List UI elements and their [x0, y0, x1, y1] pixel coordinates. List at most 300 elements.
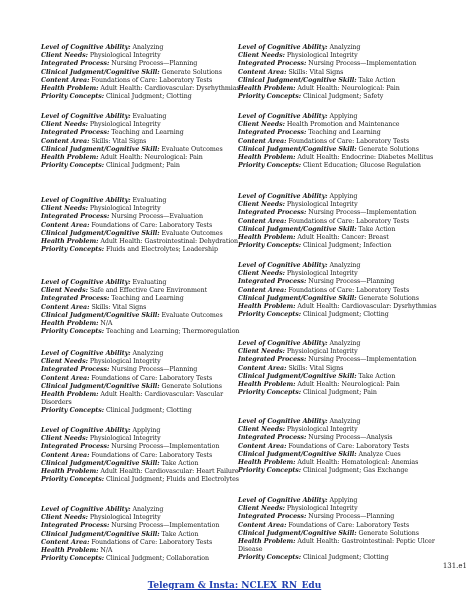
metadata-line — [238, 201, 448, 209]
field-value: Physiological Integrity — [89, 514, 161, 522]
metadata-line — [238, 451, 448, 459]
field-value: Foundations of Care: Laboratory Tests — [91, 76, 213, 84]
field-value: Adult Health: Endocrine: Diabetes Mellitus — [297, 154, 434, 162]
field-label: Client Needs: — [41, 287, 88, 295]
field-value: Foundations of Care: Laboratory Tests — [91, 538, 213, 546]
metadata-line — [238, 218, 448, 226]
metadata-line — [238, 373, 448, 381]
metadata-block — [41, 44, 240, 101]
metadata-block — [238, 193, 448, 250]
field-value: Safe and Effective Care Environment — [89, 287, 208, 295]
metadata-line — [41, 230, 236, 238]
field-value: Clinical Judgment; Clotting — [302, 311, 389, 319]
field-value: Physiological Integrity — [286, 426, 358, 434]
field-value: Analyzing — [132, 506, 164, 513]
field-label: Content Area: — [41, 451, 90, 459]
field-label: Content Area: — [238, 217, 287, 225]
field-value: Adult Health: Cancer: Breast — [297, 234, 389, 242]
field-label: Content Area: — [41, 538, 90, 546]
field-value: Physiological Integrity — [286, 348, 358, 356]
field-label: Content Area: — [41, 137, 90, 145]
field-value: Analyzing — [132, 44, 164, 51]
field-label: Level of Cognitive Ability: — [238, 113, 328, 120]
metadata-line — [238, 129, 448, 137]
field-label: Content Area: — [41, 76, 90, 84]
field-label: Integrated Process: — [41, 129, 110, 137]
field-label: Integrated Process: — [238, 278, 307, 286]
field-label: Clinical Judgment/Cognitive Skill: — [41, 68, 160, 76]
metadata-block — [238, 262, 448, 319]
field-value: Physiological Integrity — [286, 270, 358, 278]
field-label: Clinical Judgment/Cognitive Skill: — [238, 529, 357, 537]
metadata-line — [41, 383, 236, 391]
field-value: Clinical Judgment; Pain — [302, 389, 377, 397]
field-label: Health Problem: — [41, 547, 99, 555]
metadata-line — [238, 77, 448, 85]
field-label: Priority Concepts: — [41, 328, 105, 336]
field-label: Client Needs: — [238, 426, 285, 434]
field-label: Integrated Process: — [41, 522, 110, 530]
metadata-line — [238, 278, 448, 286]
metadata-line — [238, 287, 448, 295]
metadata-line — [238, 467, 448, 475]
field-value: Adult Health: Neurological: Pain — [297, 381, 400, 389]
field-label: Clinical Judgment/Cognitive Skill: — [238, 225, 357, 233]
metadata-line — [41, 407, 236, 415]
field-value: Clinical Judgment; Infection — [302, 242, 392, 250]
field-value: Foundations of Care: Laboratory Tests — [288, 521, 410, 529]
metadata-line — [238, 418, 448, 426]
field-label: Client Needs: — [238, 505, 285, 513]
metadata-line — [238, 154, 448, 162]
field-value: N/A — [100, 547, 113, 555]
field-value: Generate Solutions — [358, 145, 419, 153]
field-value: Foundations of Care: Laboratory Tests — [288, 137, 410, 145]
field-value: Evaluating — [132, 197, 167, 204]
field-value: Physiological Integrity — [89, 358, 161, 366]
field-value: N/A — [100, 320, 113, 328]
field-label: Priority Concepts: — [238, 467, 302, 475]
field-label: Client Needs: — [41, 121, 88, 129]
metadata-line — [238, 69, 448, 77]
field-value: Adult Health: Cardiovascular: Dysrhythmias — [100, 85, 240, 93]
field-label: Integrated Process: — [238, 129, 307, 137]
metadata-line — [41, 435, 236, 443]
field-value: Physiological Integrity — [286, 505, 358, 513]
field-value: Analyzing — [329, 44, 361, 51]
field-label: Integrated Process: — [41, 295, 110, 303]
metadata-line — [238, 162, 448, 170]
field-value: Adult Health: Hematological: Anemias — [297, 459, 419, 467]
field-label: Clinical Judgment/Cognitive Skill: — [238, 76, 357, 84]
field-value: Take Action — [358, 372, 396, 380]
field-label: Content Area: — [41, 303, 90, 311]
field-value: Applying — [329, 193, 358, 200]
field-value: Foundations of Care: Laboratory Tests — [288, 217, 410, 225]
field-label: Integrated Process: — [238, 513, 307, 521]
field-value: Clinical Judgment; Clotting — [105, 93, 192, 101]
metadata-line — [41, 77, 236, 85]
field-value: Analyzing — [329, 340, 361, 347]
field-value: Take Action — [161, 530, 199, 538]
field-label: Client Needs: — [238, 52, 285, 60]
metadata-line — [41, 375, 236, 383]
field-value: Take Action — [161, 459, 199, 467]
field-label: Level of Cognitive Ability: — [238, 497, 328, 504]
field-label: Clinical Judgment/Cognitive Skill: — [238, 145, 357, 153]
metadata-block — [238, 497, 448, 563]
field-value: Analyzing — [329, 418, 361, 425]
metadata-block — [41, 427, 239, 484]
metadata-line — [41, 468, 239, 476]
field-value: Clinical Judgment; Clotting — [302, 554, 389, 562]
metadata-line — [41, 113, 236, 121]
field-label: Clinical Judgment/Cognitive Skill: — [41, 459, 160, 467]
field-value: Generate Solutions — [358, 294, 419, 302]
field-value: Adult Health: Neurological: Pain — [100, 154, 203, 162]
field-value: Clinical Judgment; Collaboration — [105, 555, 210, 563]
field-value: Analyze Cues — [358, 450, 401, 458]
metadata-line — [41, 547, 236, 555]
field-label: Integrated Process: — [238, 356, 307, 364]
metadata-line — [238, 93, 448, 101]
metadata-line — [41, 312, 236, 320]
field-value: Clinical Judgment; Pain — [105, 162, 180, 170]
field-label: Integrated Process: — [238, 434, 307, 442]
field-label: Content Area: — [238, 521, 287, 529]
metadata-line — [41, 162, 236, 170]
metadata-line — [238, 138, 448, 146]
field-label: Client Needs: — [41, 435, 88, 443]
field-value: Evaluate Outcomes — [161, 229, 223, 237]
metadata-line — [41, 279, 236, 287]
field-label: Priority Concepts: — [41, 246, 105, 254]
metadata-line — [41, 358, 236, 366]
field-label: Health Problem: — [238, 234, 296, 242]
field-label: Content Area: — [41, 221, 90, 229]
field-value: Adult Health: Cardiovascular: Vascular Disorders — [41, 391, 224, 407]
field-value: Analyzing — [132, 350, 164, 357]
field-label: Integrated Process: — [41, 213, 110, 221]
field-value: Foundations of Care: Laboratory Tests — [288, 286, 410, 294]
field-label: Priority Concepts: — [238, 389, 302, 397]
metadata-line — [41, 452, 236, 460]
field-label: Integrated Process: — [41, 60, 110, 68]
metadata-line — [238, 146, 448, 154]
field-label: Level of Cognitive Ability: — [41, 350, 131, 357]
metadata-line — [238, 538, 448, 554]
metadata-line — [238, 60, 448, 68]
field-label: Health Problem: — [41, 320, 99, 328]
field-label: Client Needs: — [41, 205, 88, 213]
field-label: Client Needs: — [41, 52, 88, 60]
field-value: Physiological Integrity — [286, 52, 358, 60]
field-value: Foundations of Care: Laboratory Tests — [91, 374, 213, 382]
field-label: Level of Cognitive Ability: — [238, 418, 328, 425]
metadata-line — [41, 69, 236, 77]
metadata-block — [41, 279, 240, 336]
field-label: Priority Concepts: — [238, 311, 302, 319]
field-label: Clinical Judgment/Cognitive Skill: — [41, 311, 160, 319]
metadata-line — [238, 44, 448, 52]
field-label: Content Area: — [238, 286, 287, 294]
field-value: Physiological Integrity — [89, 205, 161, 213]
field-value: Nursing Process—Implementation — [308, 356, 417, 364]
field-label: Level of Cognitive Ability: — [41, 44, 131, 51]
field-value: Evaluating — [132, 279, 167, 286]
field-value: Evaluating — [132, 113, 167, 120]
field-value: Foundations of Care: Laboratory Tests — [91, 221, 213, 229]
field-label: Level of Cognitive Ability: — [41, 197, 131, 204]
metadata-line — [41, 514, 236, 522]
metadata-line — [41, 555, 236, 563]
field-label: Client Needs: — [238, 348, 285, 356]
field-value: Physiological Integrity — [89, 52, 161, 60]
field-value: Adult Health: Neurological: Pain — [297, 85, 400, 93]
field-label: Health Problem: — [41, 468, 99, 476]
metadata-line — [238, 389, 448, 397]
field-value: Health Promotion and Maintenance — [286, 121, 400, 129]
metadata-line — [238, 209, 448, 217]
field-label: Priority Concepts: — [41, 162, 105, 170]
metadata-block — [238, 113, 448, 170]
metadata-block — [41, 197, 239, 254]
metadata-line — [238, 85, 448, 93]
field-value: Nursing Process—Implementation — [308, 209, 417, 217]
field-label: Priority Concepts: — [238, 162, 302, 170]
field-value: Skills: Vital Signs — [91, 137, 147, 145]
field-label: Content Area: — [238, 364, 287, 372]
metadata-line — [41, 539, 236, 547]
field-label: Client Needs: — [238, 201, 285, 209]
footer-link[interactable]: Telegram & Insta: NCLEX_RN_Edu — [147, 581, 322, 591]
metadata-block — [238, 44, 448, 101]
metadata-line — [41, 350, 236, 358]
field-label: Content Area: — [238, 137, 287, 145]
metadata-line — [238, 381, 448, 389]
field-label: Level of Cognitive Ability: — [41, 279, 131, 286]
metadata-line — [238, 234, 448, 242]
field-label: Integrated Process: — [238, 209, 307, 217]
field-label: Level of Cognitive Ability: — [238, 193, 328, 200]
field-value: Client Education; Glucose Regulation — [302, 162, 421, 170]
field-label: Health Problem: — [238, 303, 296, 311]
metadata-line — [41, 531, 236, 539]
field-value: Take Action — [358, 76, 396, 84]
field-label: Client Needs: — [41, 358, 88, 366]
field-value: Nursing Process—Planning — [308, 513, 395, 521]
field-value: Adult Health: Cardiovascular: Heart Failure — [100, 468, 239, 476]
field-label: Clinical Judgment/Cognitive Skill: — [238, 294, 357, 302]
field-value: Physiological Integrity — [89, 121, 161, 129]
field-value: Skills: Vital Signs — [91, 303, 147, 311]
field-label: Health Problem: — [238, 459, 296, 467]
field-value: Nursing Process—Analysis — [308, 434, 393, 442]
metadata-line — [238, 52, 448, 60]
metadata-line — [41, 366, 236, 374]
field-label: Health Problem: — [238, 154, 296, 162]
metadata-line — [41, 121, 236, 129]
metadata-line — [238, 459, 448, 467]
field-value: Applying — [329, 113, 358, 120]
metadata-line — [238, 295, 448, 303]
metadata-line — [238, 113, 448, 121]
field-value: Clinical Judgment; Fluids and Electrolytes — [105, 476, 239, 484]
metadata-line — [238, 434, 448, 442]
field-label: Level of Cognitive Ability: — [238, 44, 328, 51]
metadata-block — [238, 340, 448, 397]
field-value: Nursing Process—Planning — [111, 60, 198, 68]
metadata-line — [41, 328, 240, 336]
field-value: Adult Health: Gastrointestinal: Peptic Ulcer Disease — [238, 538, 435, 554]
field-value: Nursing Process—Implementation — [111, 522, 220, 530]
metadata-line — [41, 506, 236, 514]
field-label: Level of Cognitive Ability: — [41, 506, 131, 513]
field-value: Clinical Judgment; Safety — [302, 93, 384, 101]
field-label: Health Problem: — [238, 85, 296, 93]
metadata-line — [238, 365, 448, 373]
field-value: Nursing Process—Implementation — [308, 60, 417, 68]
metadata-line — [41, 93, 236, 101]
field-value: Nursing Process—Planning — [111, 366, 198, 374]
metadata-line — [41, 205, 236, 213]
metadata-line — [41, 304, 236, 312]
metadata-line — [41, 460, 236, 468]
metadata-line — [238, 356, 448, 364]
field-label: Client Needs: — [238, 121, 285, 129]
field-value: Foundations of Care: Laboratory Tests — [288, 442, 410, 450]
field-label: Level of Cognitive Ability: — [238, 262, 328, 269]
field-label: Clinical Judgment/Cognitive Skill: — [41, 145, 160, 153]
field-value: Skills: Vital Signs — [288, 364, 344, 372]
field-label: Priority Concepts: — [238, 554, 302, 562]
field-label: Content Area: — [238, 68, 287, 76]
field-value: Teaching and Learning — [111, 129, 184, 137]
field-label: Integrated Process: — [41, 366, 110, 374]
field-label: Integrated Process: — [41, 443, 110, 451]
field-value: Take Action — [358, 225, 396, 233]
field-value: Skills: Vital Signs — [288, 68, 344, 76]
metadata-line — [41, 238, 239, 246]
metadata-line — [41, 60, 236, 68]
field-label: Health Problem: — [238, 538, 296, 546]
field-label: Integrated Process: — [238, 60, 307, 68]
field-value: Teaching and Learning; Thermoregulation — [105, 328, 240, 336]
metadata-block — [41, 506, 236, 563]
metadata-line — [41, 213, 236, 221]
metadata-line — [238, 522, 448, 530]
field-value: Physiological Integrity — [286, 201, 358, 209]
field-label: Level of Cognitive Ability: — [41, 427, 131, 434]
field-label: Client Needs: — [238, 270, 285, 278]
field-label: Health Problem: — [41, 85, 99, 93]
field-value: Fluids and Electrolytes; Leadership — [105, 246, 218, 254]
metadata-line — [41, 443, 236, 451]
metadata-line — [238, 426, 448, 434]
metadata-line — [238, 443, 448, 451]
metadata-line — [238, 270, 448, 278]
page-number: 131.e1 — [442, 562, 467, 570]
metadata-line — [41, 154, 236, 162]
field-label: Priority Concepts: — [238, 93, 302, 101]
field-value: Evaluate Outcomes — [161, 145, 223, 153]
field-value: Foundations of Care: Laboratory Tests — [91, 451, 213, 459]
metadata-line — [41, 197, 236, 205]
field-label: Clinical Judgment/Cognitive Skill: — [41, 530, 160, 538]
metadata-line — [238, 497, 448, 505]
field-value: Evaluate Outcomes — [161, 311, 223, 319]
field-value: Clinical Judgment; Clotting — [105, 407, 192, 415]
metadata-line — [238, 193, 448, 201]
field-value: Teaching and Learning — [308, 129, 381, 137]
metadata-line — [238, 303, 448, 311]
field-value: Clinical Judgment; Gas Exchange — [302, 467, 409, 475]
field-value: Applying — [329, 497, 358, 504]
metadata-line — [238, 340, 448, 348]
metadata-line — [41, 427, 236, 435]
field-value: Nursing Process—Evaluation — [111, 213, 204, 221]
metadata-line — [41, 44, 236, 52]
metadata-line — [238, 505, 448, 513]
field-value: Adult Health: Gastrointestinal: Dehydration — [100, 238, 239, 246]
field-value: Applying — [132, 427, 161, 434]
metadata-block — [41, 113, 236, 170]
field-value: Nursing Process—Implementation — [111, 443, 220, 451]
field-label: Clinical Judgment/Cognitive Skill: — [41, 229, 160, 237]
field-value: Adult Health: Cardiovascular: Dysrhythmias — [297, 303, 437, 311]
field-label: Clinical Judgment/Cognitive Skill: — [41, 382, 160, 390]
field-value: Generate Solutions — [161, 68, 222, 76]
field-label: Priority Concepts: — [41, 407, 105, 415]
metadata-line — [41, 295, 236, 303]
metadata-line — [41, 246, 236, 254]
field-label: Priority Concepts: — [41, 93, 105, 101]
field-value: Generate Solutions — [358, 529, 419, 537]
field-label: Level of Cognitive Ability: — [238, 340, 328, 347]
metadata-line — [41, 85, 240, 93]
metadata-line — [41, 138, 236, 146]
metadata-line — [238, 121, 448, 129]
field-label: Content Area: — [238, 442, 287, 450]
metadata-line — [41, 222, 236, 230]
metadata-line — [41, 146, 236, 154]
metadata-block — [41, 350, 236, 416]
metadata-line — [41, 391, 236, 407]
field-value: Generate Solutions — [161, 382, 222, 390]
metadata-line — [41, 320, 236, 328]
metadata-block — [238, 418, 448, 475]
field-label: Clinical Judgment/Cognitive Skill: — [238, 450, 357, 458]
field-label: Health Problem: — [238, 381, 296, 389]
metadata-line — [41, 129, 236, 137]
field-label: Level of Cognitive Ability: — [41, 113, 131, 120]
field-label: Clinical Judgment/Cognitive Skill: — [238, 372, 357, 380]
field-label: Priority Concepts: — [238, 242, 302, 250]
field-label: Priority Concepts: — [41, 555, 105, 563]
metadata-line — [238, 530, 448, 538]
field-value: Analyzing — [329, 262, 361, 269]
field-label: Priority Concepts: — [41, 476, 105, 484]
field-label: Health Problem: — [41, 391, 99, 399]
metadata-line — [238, 242, 448, 250]
field-value: Teaching and Learning — [111, 295, 184, 303]
metadata-line — [41, 522, 236, 530]
metadata-line — [238, 348, 448, 356]
metadata-line — [41, 287, 236, 295]
field-label: Health Problem: — [41, 154, 99, 162]
metadata-line — [238, 554, 448, 562]
metadata-line — [238, 226, 448, 234]
